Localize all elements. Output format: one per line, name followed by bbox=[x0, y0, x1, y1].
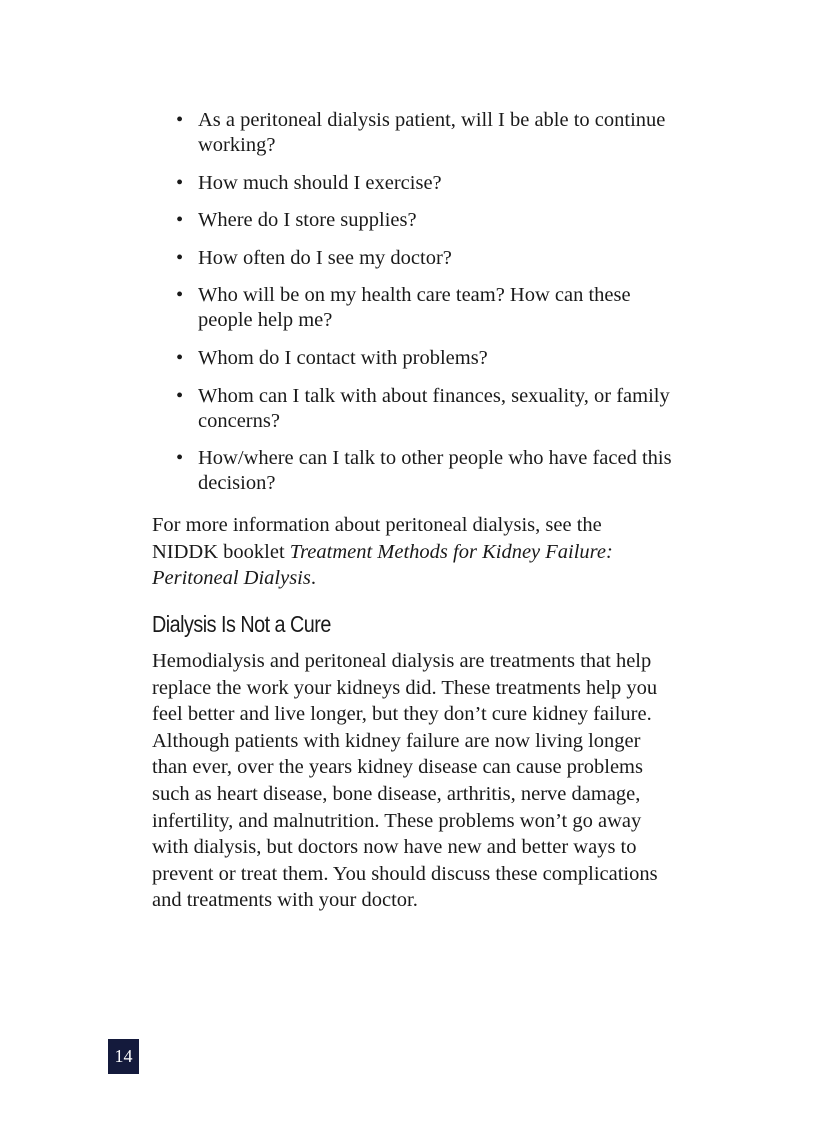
more-info-paragraph bbox=[152, 512, 672, 592]
list-item bbox=[176, 108, 676, 158]
more-info-end: . bbox=[310, 567, 316, 589]
list-item bbox=[176, 283, 676, 333]
list-item bbox=[176, 208, 676, 233]
bullet-icon: • bbox=[176, 209, 184, 232]
list-item bbox=[176, 346, 676, 371]
list-item bbox=[176, 171, 676, 196]
list-item-text: As a peritoneal dialysis patient, will I be able to continue working? bbox=[198, 109, 666, 156]
section-body: Hemodialysis and peritoneal dialysis are treatments that help replace the work your kidneys did. These treatments help you feel better and live longer, but they don’t cure kidney failure. Although patients with kidney failure are now living longer than ever, over the years kidney disease can cause problems such as heart disease, bone disease, arthritis, nerve damage, infertility, and malnutrition. These problems won’t go away with dialysis, but doctors now have new and better ways to prevent or treat them. You should discuss these complications and treatments with your doctor. bbox=[152, 650, 658, 912]
bullet-icon: • bbox=[176, 346, 184, 369]
bullet-icon: • bbox=[176, 384, 184, 407]
list-item bbox=[176, 384, 676, 434]
list-item-text: Who will be on my health care team? How can these people help me? bbox=[198, 284, 631, 332]
booklet-title: Treatment Methods for Kidney Failure: Peritoneal Dialysis bbox=[152, 540, 613, 589]
list-item-text: How/where can I talk to other people who have faced this decision? bbox=[198, 447, 672, 495]
list-item bbox=[176, 246, 676, 271]
page-number: 14 bbox=[108, 1039, 139, 1074]
more-info-intro: For more information about peritoneal dialysis, see the NIDDK booklet bbox=[152, 514, 602, 563]
list-item-text: Whom can I talk with about finances, sexuality, or family concerns? bbox=[198, 384, 670, 432]
list-item bbox=[176, 446, 676, 496]
list-item-text: Where do I store supplies? bbox=[198, 209, 417, 232]
section-heading: Dialysis Is Not a Cure bbox=[152, 611, 331, 637]
bullet-icon: • bbox=[176, 109, 184, 131]
list-item-text: Whom do I contact with problems? bbox=[198, 346, 488, 369]
bullet-icon: • bbox=[176, 447, 184, 470]
bullet-icon: • bbox=[176, 284, 184, 307]
list-item-text: How much should I exercise? bbox=[198, 171, 442, 194]
bullet-icon: • bbox=[176, 171, 184, 194]
list-item-text: How often do I see my doctor? bbox=[198, 246, 452, 269]
bullet-icon: • bbox=[176, 246, 184, 269]
question-list bbox=[176, 108, 676, 509]
